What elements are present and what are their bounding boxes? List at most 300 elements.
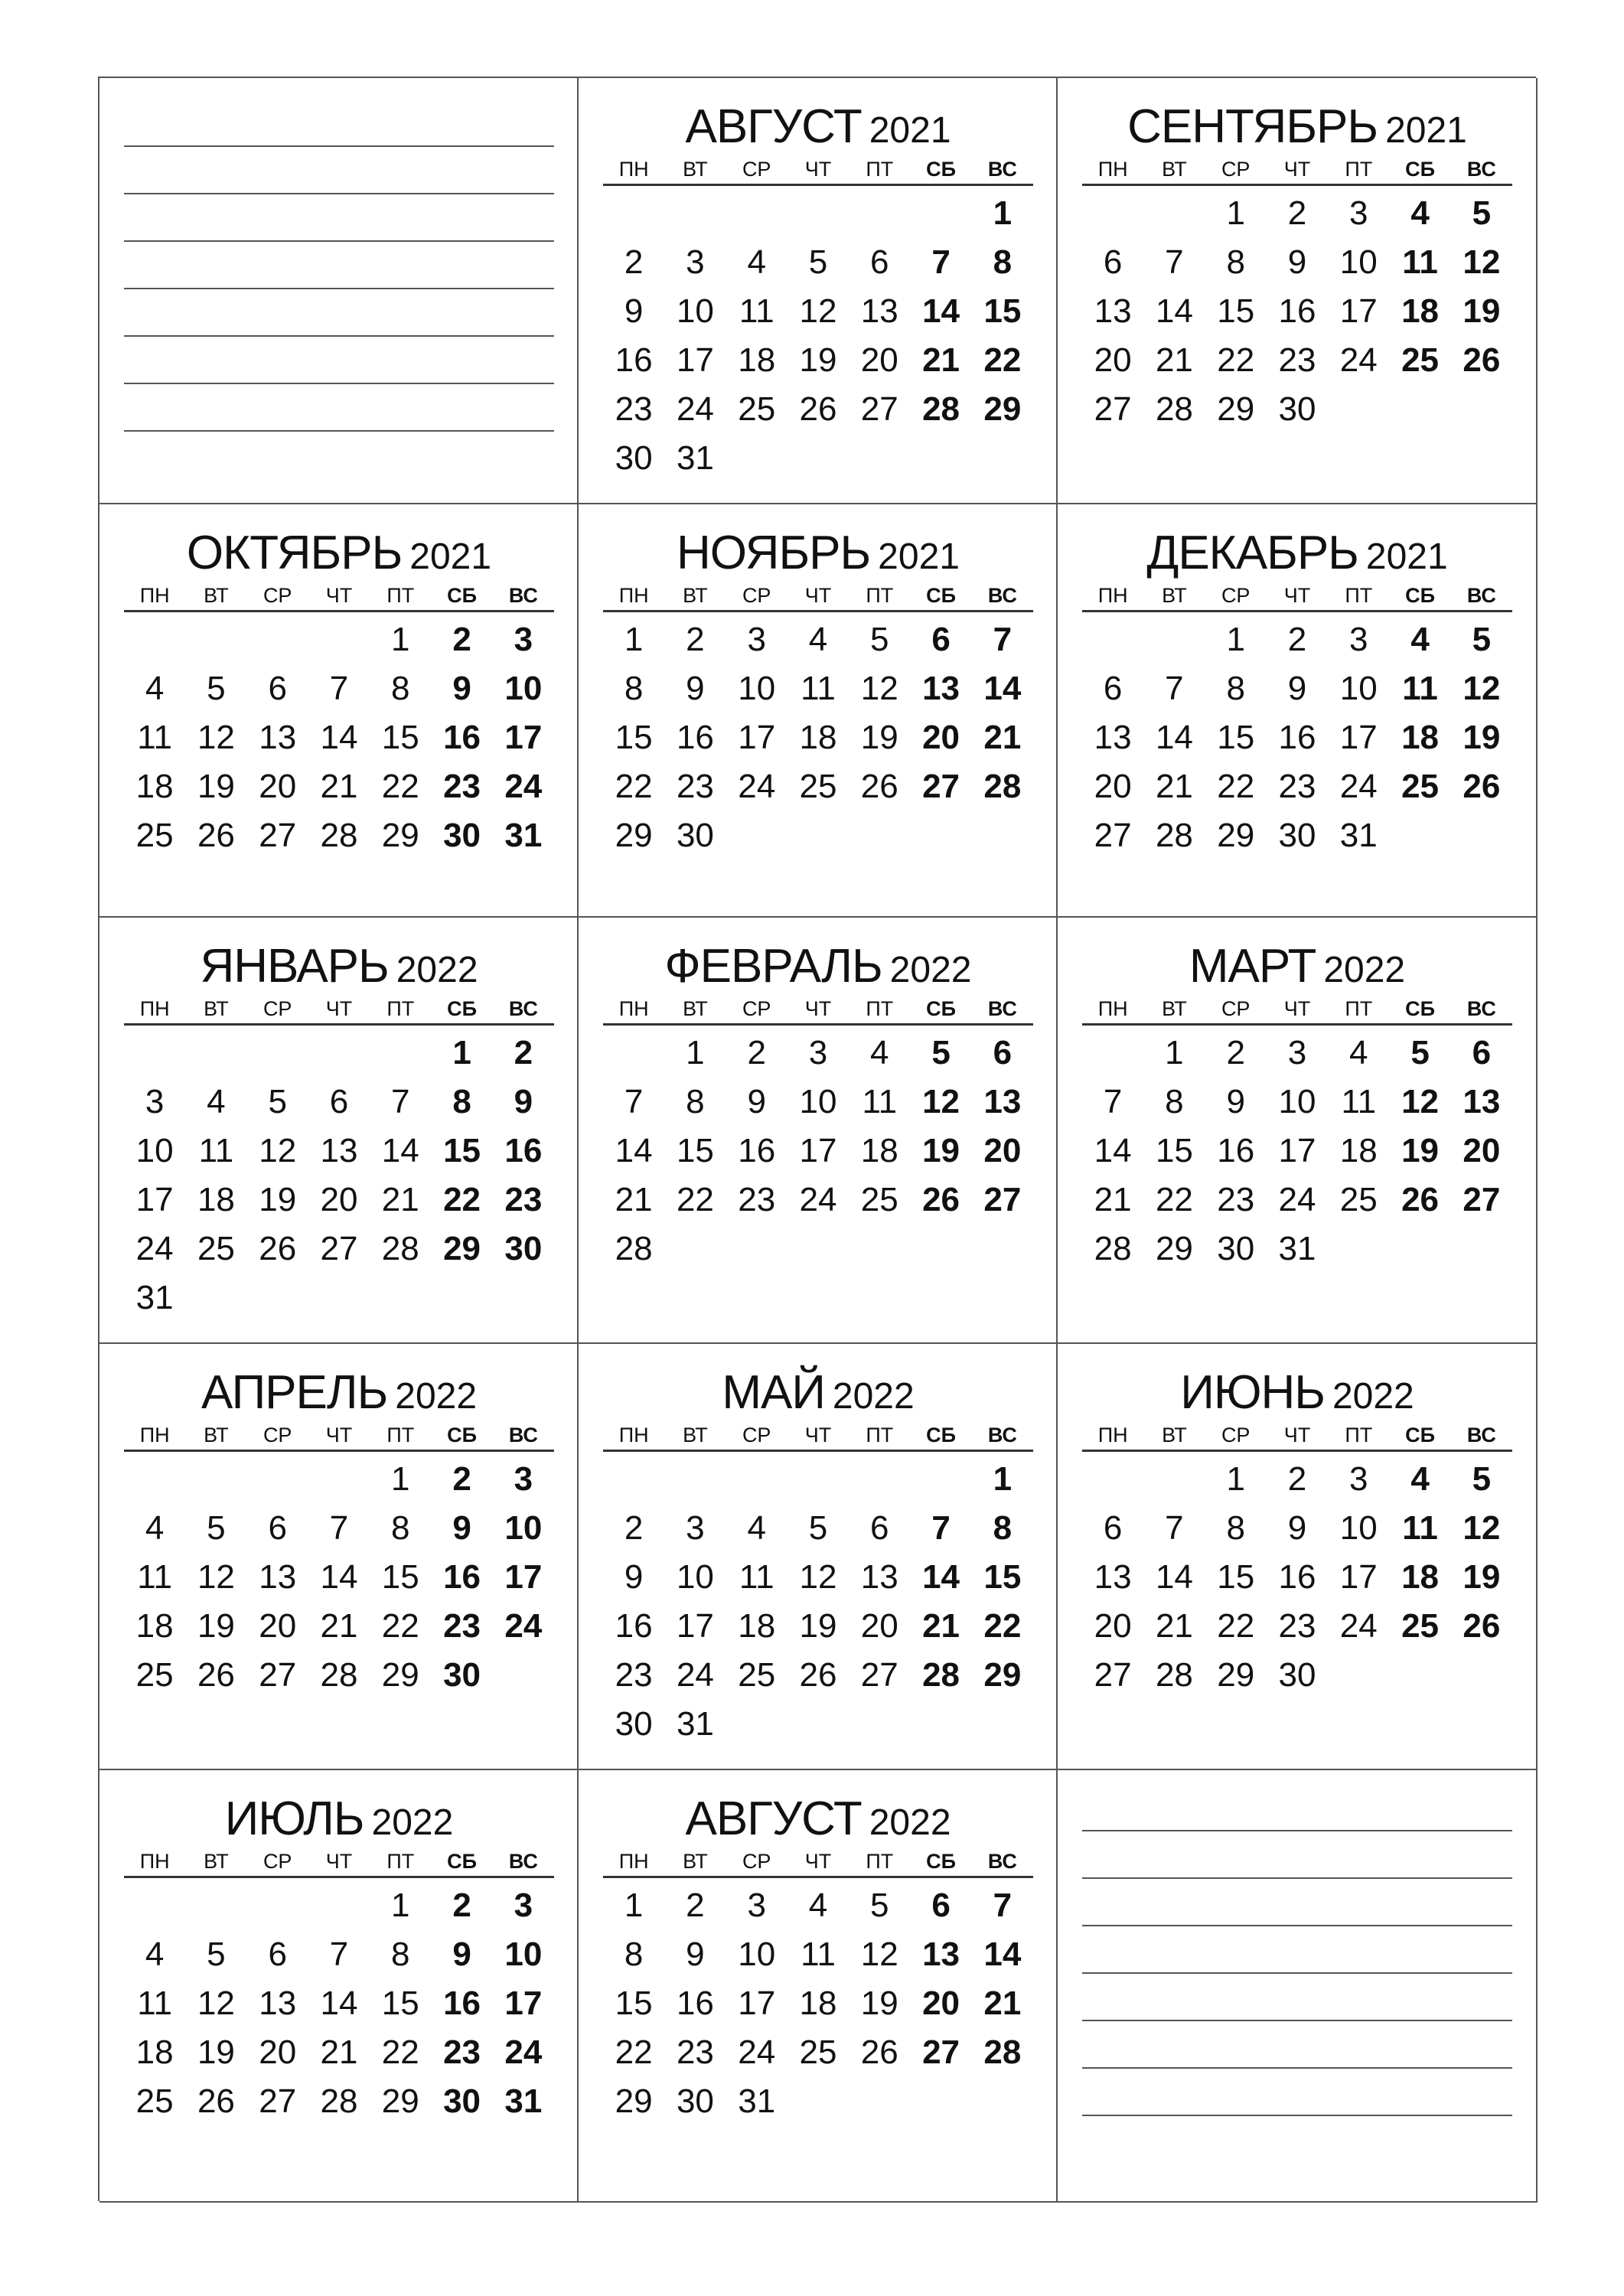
day: 14: [320, 1558, 358, 1596]
day: 18: [799, 719, 837, 756]
month-cell: [1058, 918, 1538, 1344]
day: 30: [1278, 1656, 1316, 1694]
weekday-header: [603, 1848, 1033, 1878]
weekend-day: 29: [443, 1230, 481, 1267]
note-line[interactable]: [1082, 1974, 1512, 2021]
month-title: [603, 1792, 1033, 1847]
day: 4: [145, 1509, 165, 1547]
weekday-header: [124, 1848, 554, 1878]
weekend-day: 16: [443, 1985, 481, 2022]
day: 10: [738, 670, 776, 707]
day: 21: [1155, 341, 1193, 379]
day: 21: [1155, 1607, 1193, 1645]
weekday-label: СР: [263, 997, 292, 1020]
weekend-day: 27: [922, 768, 960, 805]
note-line[interactable]: [124, 147, 554, 194]
day: 23: [1217, 1181, 1255, 1218]
weekend-day: 21: [983, 1985, 1022, 2022]
day: 17: [1339, 719, 1378, 756]
day: 18: [738, 341, 776, 379]
weekend-day: 31: [504, 817, 543, 854]
day: 29: [381, 817, 419, 854]
weekend-day: 8: [993, 243, 1013, 281]
note-line[interactable]: [124, 337, 554, 384]
weekday-label: ПН: [1097, 158, 1128, 181]
month-block: [1082, 939, 1512, 1274]
month-block: [1082, 1365, 1512, 1700]
weekend-day: 20: [983, 1132, 1022, 1169]
weekend-day: 11: [1402, 670, 1438, 707]
weekday-label: ВС: [1466, 997, 1496, 1020]
weekday-label: ЧТ: [1283, 584, 1311, 607]
day: 10: [1339, 243, 1378, 281]
weekend-day: 2: [514, 1034, 533, 1071]
day: 16: [738, 1132, 776, 1169]
weekday-label: СР: [263, 1424, 292, 1446]
weekend-day: 4: [1410, 194, 1430, 232]
day: 18: [738, 1607, 776, 1645]
weekend-day: 13: [983, 1083, 1022, 1120]
month-name: МАЙ: [722, 1366, 825, 1419]
day: 8: [1226, 670, 1245, 707]
day: 5: [870, 1887, 889, 1924]
day: 28: [1155, 1656, 1193, 1694]
note-line[interactable]: [124, 289, 554, 337]
day: 28: [615, 1230, 653, 1267]
weekend-day: 14: [922, 292, 960, 330]
day: 22: [1217, 768, 1255, 805]
day: 14: [1155, 1558, 1193, 1596]
weekday-label: ПТ: [1345, 584, 1373, 607]
day: 26: [259, 1230, 297, 1267]
day: 13: [1094, 292, 1132, 330]
empty-day: [1143, 615, 1205, 664]
weekday-label: ЧТ: [325, 1424, 353, 1446]
weekday-label: СР: [1221, 997, 1251, 1020]
day: 6: [268, 1509, 287, 1547]
weekend-day: 26: [1463, 1607, 1501, 1645]
month-block: [1082, 526, 1512, 860]
month-cell: [579, 1344, 1058, 1770]
weekday-label: СР: [1221, 1424, 1251, 1446]
day: 22: [1217, 341, 1255, 379]
day: 23: [1278, 1607, 1316, 1645]
day: 13: [1094, 719, 1132, 756]
weekday-label: СБ: [926, 158, 957, 181]
weekend-day: 12: [1463, 243, 1501, 281]
month-cell: [1058, 1344, 1538, 1770]
day: 28: [320, 1656, 358, 1694]
weekday-label: СР: [742, 584, 771, 607]
day: 27: [259, 1656, 297, 1694]
day: 2: [747, 1034, 766, 1071]
weekend-day: 10: [504, 1936, 543, 1973]
weekend-day: 16: [504, 1132, 543, 1169]
day: 17: [676, 341, 714, 379]
day: 20: [259, 768, 297, 805]
day: 22: [676, 1181, 714, 1218]
weekday-header: [1082, 582, 1512, 612]
weekend-day: 11: [1402, 1509, 1438, 1547]
weekend-day: 22: [443, 1181, 481, 1218]
day: 21: [1094, 1181, 1132, 1218]
day: 1: [1165, 1034, 1184, 1071]
weekday-label: СБ: [447, 1424, 478, 1446]
day: 24: [135, 1230, 174, 1267]
day: 4: [808, 1887, 828, 1924]
day: 31: [1339, 817, 1378, 854]
weekend-day: 23: [443, 1607, 481, 1645]
day: 17: [135, 1181, 174, 1218]
weekend-day: 18: [1401, 719, 1440, 756]
day: 24: [738, 2033, 776, 2071]
day: 15: [381, 719, 419, 756]
day: 17: [1339, 1558, 1378, 1596]
day-grid: [124, 1881, 554, 2126]
day: 25: [135, 817, 174, 854]
month-name: ДЕКАБРЬ: [1146, 527, 1358, 579]
weekend-day: 18: [1401, 1558, 1440, 1596]
day: 10: [1278, 1083, 1316, 1120]
weekend-day: 29: [983, 390, 1022, 428]
empty-day: [1143, 1455, 1205, 1504]
day: 20: [259, 2033, 297, 2071]
day: 12: [197, 1558, 235, 1596]
weekday-label: ПТ: [866, 158, 894, 181]
day: 19: [259, 1181, 297, 1218]
notes-cell: [99, 78, 579, 504]
day: 22: [615, 768, 653, 805]
day: 11: [137, 1558, 172, 1596]
day: 27: [259, 817, 297, 854]
weekend-day: 18: [1401, 292, 1440, 330]
day: 1: [391, 1460, 410, 1498]
weekday-label: ВС: [508, 997, 538, 1020]
day: 8: [391, 670, 410, 707]
weekday-label: ПН: [139, 997, 170, 1020]
empty-day: [1143, 189, 1205, 238]
weekend-day: 20: [922, 1985, 960, 2022]
day: 3: [1349, 621, 1368, 658]
day: 18: [135, 768, 174, 805]
weekend-day: 2: [452, 621, 471, 658]
day: 26: [799, 390, 837, 428]
day: 23: [738, 1181, 776, 1218]
month-title: [1082, 99, 1512, 155]
note-line[interactable]: [1082, 2069, 1512, 2116]
month-year: 2022: [1323, 950, 1406, 990]
empty-day: [308, 1881, 370, 1930]
month-cell: [579, 1770, 1058, 2203]
day: 13: [259, 1985, 297, 2022]
weekday-label: ВС: [987, 1424, 1017, 1446]
empty-day: [664, 189, 726, 238]
day: 22: [1155, 1181, 1193, 1218]
day: 23: [676, 2033, 714, 2071]
weekend-day: 28: [983, 2033, 1022, 2071]
empty-day: [910, 189, 971, 238]
weekend-day: 28: [922, 1656, 960, 1694]
day: 4: [145, 670, 165, 707]
day: 6: [870, 1509, 889, 1547]
month-name: АВГУСТ: [685, 1792, 862, 1845]
day: 29: [615, 817, 653, 854]
day: 19: [197, 2033, 235, 2071]
day: 26: [197, 1656, 235, 1694]
month-title: [603, 1365, 1033, 1420]
weekend-day: 19: [1401, 1132, 1440, 1169]
weekend-day: 8: [993, 1509, 1013, 1547]
weekday-label: ПТ: [1345, 1424, 1373, 1446]
day: 21: [320, 768, 358, 805]
month-cell: [1058, 504, 1538, 918]
day: 9: [624, 1558, 644, 1596]
weekday-label: ПТ: [386, 584, 415, 607]
note-line[interactable]: [1082, 1926, 1512, 1974]
weekday-label: ЧТ: [804, 997, 832, 1020]
day: 25: [860, 1181, 898, 1218]
day: 16: [1278, 292, 1316, 330]
weekend-day: 19: [1463, 292, 1501, 330]
note-line[interactable]: [124, 242, 554, 289]
day: 11: [801, 1936, 836, 1973]
month-name: ОКТЯБРЬ: [186, 527, 403, 579]
day: 15: [1217, 719, 1255, 756]
day: 2: [1226, 1034, 1245, 1071]
empty-day: [308, 1029, 370, 1078]
weekend-day: 5: [931, 1034, 951, 1071]
day-grid: [603, 1029, 1033, 1274]
day: 1: [624, 621, 644, 658]
weekday-label: ПТ: [866, 584, 894, 607]
note-line[interactable]: [124, 194, 554, 242]
day-grid: [1082, 189, 1512, 434]
month-title: [124, 526, 554, 581]
day: 22: [381, 2033, 419, 2071]
weekend-day: 26: [922, 1181, 960, 1218]
weekend-day: 14: [983, 1936, 1022, 1973]
day: 26: [197, 817, 235, 854]
weekday-label: ПН: [139, 1850, 170, 1873]
day: 18: [135, 1607, 174, 1645]
weekend-day: 3: [514, 1887, 533, 1924]
weekend-day: 13: [922, 670, 960, 707]
weekday-header: [603, 1422, 1033, 1452]
day: 9: [624, 292, 644, 330]
day: 28: [320, 2082, 358, 2120]
day: 3: [747, 1887, 766, 1924]
day: 13: [259, 1558, 297, 1596]
day: 4: [747, 1509, 766, 1547]
weekday-label: СР: [263, 584, 292, 607]
day: 24: [1339, 1607, 1378, 1645]
weekday-label: ЧТ: [1283, 158, 1311, 181]
note-line[interactable]: [124, 384, 554, 432]
note-line[interactable]: [1082, 1784, 1512, 1831]
weekend-day: 22: [983, 341, 1022, 379]
day: 14: [1094, 1132, 1132, 1169]
weekend-day: 22: [983, 1607, 1022, 1645]
day: 19: [799, 1607, 837, 1645]
weekend-day: 15: [443, 1132, 481, 1169]
month-title: [1082, 526, 1512, 581]
weekday-label: ПТ: [386, 1424, 415, 1446]
weekday-label: ЧТ: [1283, 1424, 1311, 1446]
day: 14: [320, 719, 358, 756]
day: 23: [1278, 768, 1316, 805]
day: 5: [870, 621, 889, 658]
weekday-label: СР: [742, 158, 771, 181]
day: 20: [860, 341, 898, 379]
weekday-label: ПН: [618, 1850, 649, 1873]
month-title: [603, 526, 1033, 581]
day: 30: [615, 1705, 653, 1743]
weekday-label: ВС: [987, 584, 1017, 607]
day: 5: [808, 243, 828, 281]
weekend-day: 12: [1463, 1509, 1501, 1547]
day: 11: [137, 1985, 172, 2022]
month-title: [124, 1792, 554, 1847]
month-year: 2022: [832, 1376, 915, 1417]
weekday-label: ПН: [618, 997, 649, 1020]
day: 14: [615, 1132, 653, 1169]
weekend-day: 3: [514, 1460, 533, 1498]
weekday-label: ВТ: [1162, 1424, 1187, 1446]
day: 13: [1094, 1558, 1132, 1596]
note-line[interactable]: [1082, 2021, 1512, 2069]
day: 30: [1278, 817, 1316, 854]
day: 26: [197, 2082, 235, 2120]
month-year: 2021: [1365, 536, 1448, 577]
day: 5: [207, 670, 226, 707]
day-grid: [603, 1881, 1033, 2126]
day: 12: [799, 292, 837, 330]
day: 14: [1155, 292, 1193, 330]
month-block: [124, 1792, 554, 2126]
empty-day: [124, 1029, 185, 1078]
weekday-label: ЧТ: [325, 1850, 353, 1873]
day: 9: [1287, 670, 1307, 707]
month-year: 2022: [396, 950, 478, 990]
day: 17: [1278, 1132, 1316, 1169]
day: 25: [799, 768, 837, 805]
weekday-label: ПН: [618, 584, 649, 607]
day: 9: [1226, 1083, 1245, 1120]
month-year: 2022: [869, 1802, 951, 1843]
day: 2: [1287, 621, 1307, 658]
day: 10: [676, 292, 714, 330]
weekend-day: 16: [443, 1558, 481, 1596]
weekday-label: ЧТ: [804, 1850, 832, 1873]
day: 6: [1103, 243, 1123, 281]
empty-day: [308, 1455, 370, 1504]
month-block: [603, 939, 1033, 1274]
weekend-day: 21: [922, 1607, 960, 1645]
day: 1: [391, 1887, 410, 1924]
weekend-day: 30: [504, 1230, 543, 1267]
weekday-label: ПН: [1097, 1424, 1128, 1446]
day: 8: [1226, 243, 1245, 281]
day: 2: [1287, 194, 1307, 232]
day-grid: [603, 615, 1033, 860]
weekend-day: 1: [452, 1034, 471, 1071]
weekday-label: ВТ: [204, 997, 229, 1020]
weekday-label: СР: [742, 997, 771, 1020]
day: 7: [1165, 243, 1184, 281]
empty-day: [603, 1455, 664, 1504]
day: 19: [799, 341, 837, 379]
day: 18: [197, 1181, 235, 1218]
day: 3: [686, 1509, 705, 1547]
month-block: [603, 1792, 1033, 2126]
day: 22: [381, 768, 419, 805]
day: 11: [137, 719, 172, 756]
month-cell: [1058, 78, 1538, 504]
empty-day: [247, 1029, 308, 1078]
weekday-label: СБ: [1405, 158, 1436, 181]
notes-lines: [1082, 1784, 1512, 2116]
day: 6: [1103, 1509, 1123, 1547]
weekend-day: 25: [1401, 768, 1440, 805]
day: 25: [135, 1656, 174, 1694]
weekday-label: ВС: [508, 584, 538, 607]
day: 7: [391, 1083, 410, 1120]
day: 24: [676, 1656, 714, 1694]
weekend-day: 27: [922, 2033, 960, 2071]
weekday-label: ПТ: [1345, 997, 1373, 1020]
day: 1: [1226, 1460, 1245, 1498]
empty-day: [308, 615, 370, 664]
day: 10: [799, 1083, 837, 1120]
notes-lines: [124, 99, 554, 432]
month-cell: [579, 504, 1058, 918]
weekday-label: ВТ: [683, 1424, 708, 1446]
month-title: [124, 939, 554, 994]
weekday-header: [124, 582, 554, 612]
day: 17: [738, 1985, 776, 2022]
day: 31: [135, 1279, 174, 1316]
day: 8: [624, 1936, 644, 1973]
day: 18: [1339, 1132, 1378, 1169]
note-line[interactable]: [124, 99, 554, 147]
weekday-label: СР: [742, 1424, 771, 1446]
weekday-label: ВТ: [204, 584, 229, 607]
day: 26: [799, 1656, 837, 1694]
weekend-day: 5: [1472, 621, 1492, 658]
weekend-day: 14: [922, 1558, 960, 1596]
weekend-day: 31: [504, 2082, 543, 2120]
day: 7: [1165, 1509, 1184, 1547]
day: 7: [329, 1509, 349, 1547]
note-line[interactable]: [1082, 1879, 1512, 1926]
month-year: 2021: [1385, 110, 1467, 151]
day: 17: [676, 1607, 714, 1645]
day: 25: [135, 2082, 174, 2120]
weekday-header: [124, 996, 554, 1026]
day: 9: [686, 1936, 705, 1973]
day: 29: [1217, 817, 1255, 854]
weekend-day: 15: [983, 292, 1022, 330]
day: 30: [676, 817, 714, 854]
day: 21: [320, 2033, 358, 2071]
note-line[interactable]: [1082, 1831, 1512, 1879]
weekend-day: 4: [1410, 621, 1430, 658]
weekend-day: 4: [1410, 1460, 1430, 1498]
weekend-day: 17: [504, 1558, 543, 1596]
weekend-day: 17: [504, 1985, 543, 2022]
day: 2: [686, 1887, 705, 1924]
weekday-label: СР: [263, 1850, 292, 1873]
